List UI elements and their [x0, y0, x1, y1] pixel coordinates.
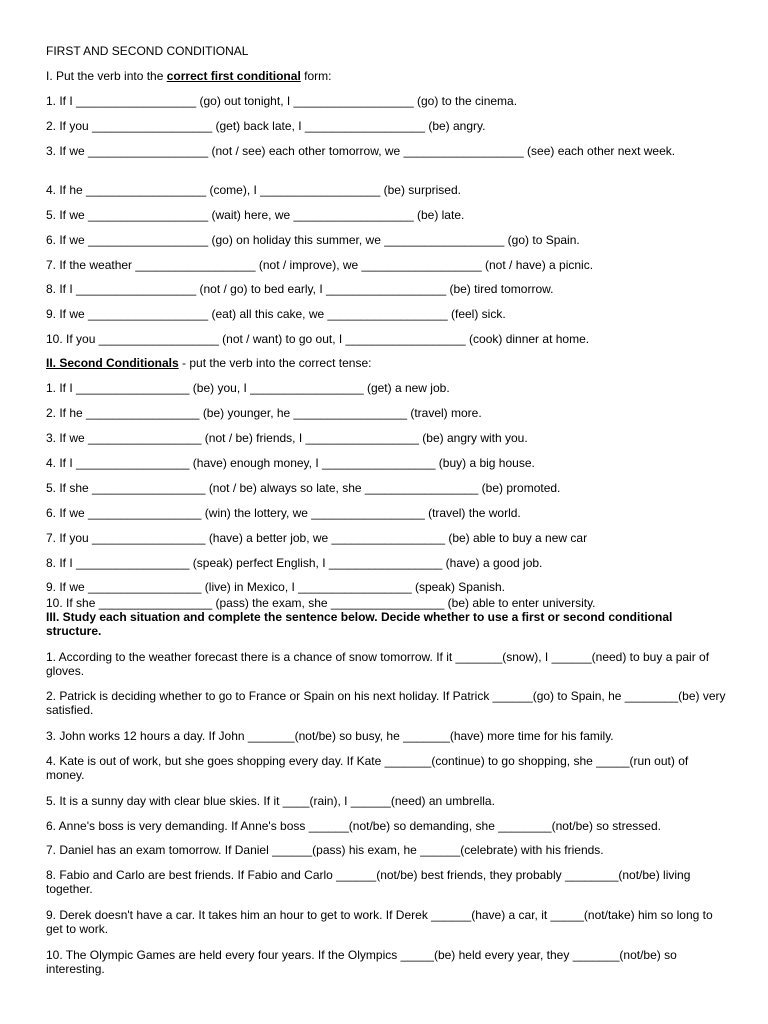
s2-item-5: 5. If she _________________ (not / be) always so late, she _________________ (be) promoted. [46, 481, 561, 495]
s1-item-8: 8. If I __________________ (not / go) to bed early, I __________________ (be) tired tomorrow. [46, 282, 554, 296]
s1-item-6: 6. If we __________________ (go) on holiday this summer, we __________________ (go) to Spain. [46, 233, 580, 247]
s2-item-1: 1. If I _________________ (be) you, I _________________ (get) a new job. [46, 381, 450, 395]
s2-item-9: 9. If we _________________ (live) in Mexico, I _________________ (speak) Spanish. [46, 580, 505, 594]
section2-instructions [46, 356, 371, 370]
section1-intro-suffix: form: [300, 69, 332, 83]
section1-intro-emphasis: correct first conditional [166, 69, 301, 83]
s3-item-5: 5. It is a sunny day with clear blue skies. If it ____(rain), I ______(need) an umbrella. [46, 794, 495, 808]
s2-item-7: 7. If you _________________ (have) a better job, we _________________ (be) able to buy a new car [46, 531, 588, 545]
s1-item-3: 3. If we __________________ (not / see) each other tomorrow, we __________________ (see) each other next week. [46, 144, 676, 158]
s3-item-7: 7. Daniel has an exam tomorrow. If Daniel ______(pass) his exam, he ______(celebrate) with his friends. [46, 843, 604, 857]
s1-item-2: 2. If you __________________ (get) back late, I __________________ (be) angry. [46, 119, 486, 133]
section2-heading-suffix: - put the verb into the correct tense: [178, 356, 372, 370]
s3-item-4: 4. Kate is out of work, but she goes shopping every day. If Kate _______(continue) to go shopping, she _____(run out) of money. [46, 754, 689, 782]
s3-item-10: 10. The Olympic Games are held every four years. If the Olympics _____(be) held every year, they _______(not/be) so interesting. [46, 948, 677, 976]
s2-item-3: 3. If we _________________ (not / be) friends, I _________________ (be) angry with you. [46, 431, 528, 445]
page-title: FIRST AND SECOND CONDITIONAL [46, 44, 249, 58]
section1-instructions [46, 69, 331, 83]
s1-item-10: 10. If you __________________ (not / want) to go out, I __________________ (cook) dinner at home. [46, 332, 590, 346]
s3-item-9: 9. Derek doesn't have a car. It takes him an hour to get to work. If Derek ______(have) a car, it _____(not/take) him so long to get to work. [46, 908, 713, 936]
s2-item-10: 10. If she _________________ (pass) the exam, she _________________ (be) able to enter university. [46, 596, 596, 610]
section1-intro-prefix: I. Put the verb into the [46, 69, 167, 83]
s2-item-6: 6. If we _________________ (win) the lottery, we _________________ (travel) the world. [46, 506, 521, 520]
s1-item-1: 1. If I __________________ (go) out tonight, I __________________ (go) to the cinema. [46, 94, 518, 108]
s3-item-6: 6. Anne's boss is very demanding. If Anne's boss ______(not/be) so demanding, she ________(not/be) so stressed. [46, 819, 661, 833]
section3-heading: III. Study each situation and complete the sentence below. Decide whether to use a first or second conditional structure. [46, 610, 673, 638]
s2-item-4: 4. If I _________________ (have) enough money, I _________________ (buy) a big house. [46, 456, 535, 470]
s3-item-8: 8. Fabio and Carlo are best friends. If Fabio and Carlo ______(not/be) best friends, they probably ________(not/be) living together. [46, 868, 691, 896]
section2-heading: II. Second Conditionals [46, 356, 179, 370]
s1-item-9: 9. If we __________________ (eat) all this cake, we __________________ (feel) sick. [46, 307, 506, 321]
s2-item-2: 2. If he _________________ (be) younger, he _________________ (travel) more. [46, 406, 482, 420]
s2-item-8: 8. If I _________________ (speak) perfect English, I _________________ (have) a good job. [46, 556, 543, 570]
s3-item-3: 3. John works 12 hours a day. If John _______(not/be) so busy, he _______(have) more time for his family. [46, 729, 614, 743]
s1-item-4: 4. If he __________________ (come), I __________________ (be) surprised. [46, 183, 461, 197]
s1-item-5: 5. If we __________________ (wait) here, we __________________ (be) late. [46, 208, 465, 222]
s1-item-7: 7. If the weather __________________ (not / improve), we __________________ (not / have) a picnic. [46, 258, 594, 272]
s3-item-1: 1. According to the weather forecast there is a chance of snow tomorrow. If it _______(snow), I ______(need) to buy a pair of gloves. [46, 650, 710, 678]
s3-item-2: 2. Patrick is deciding whether to go to France or Spain on his next holiday. If Patrick ______(go) to Spain, he ________(be) very satisfied. [46, 689, 726, 717]
